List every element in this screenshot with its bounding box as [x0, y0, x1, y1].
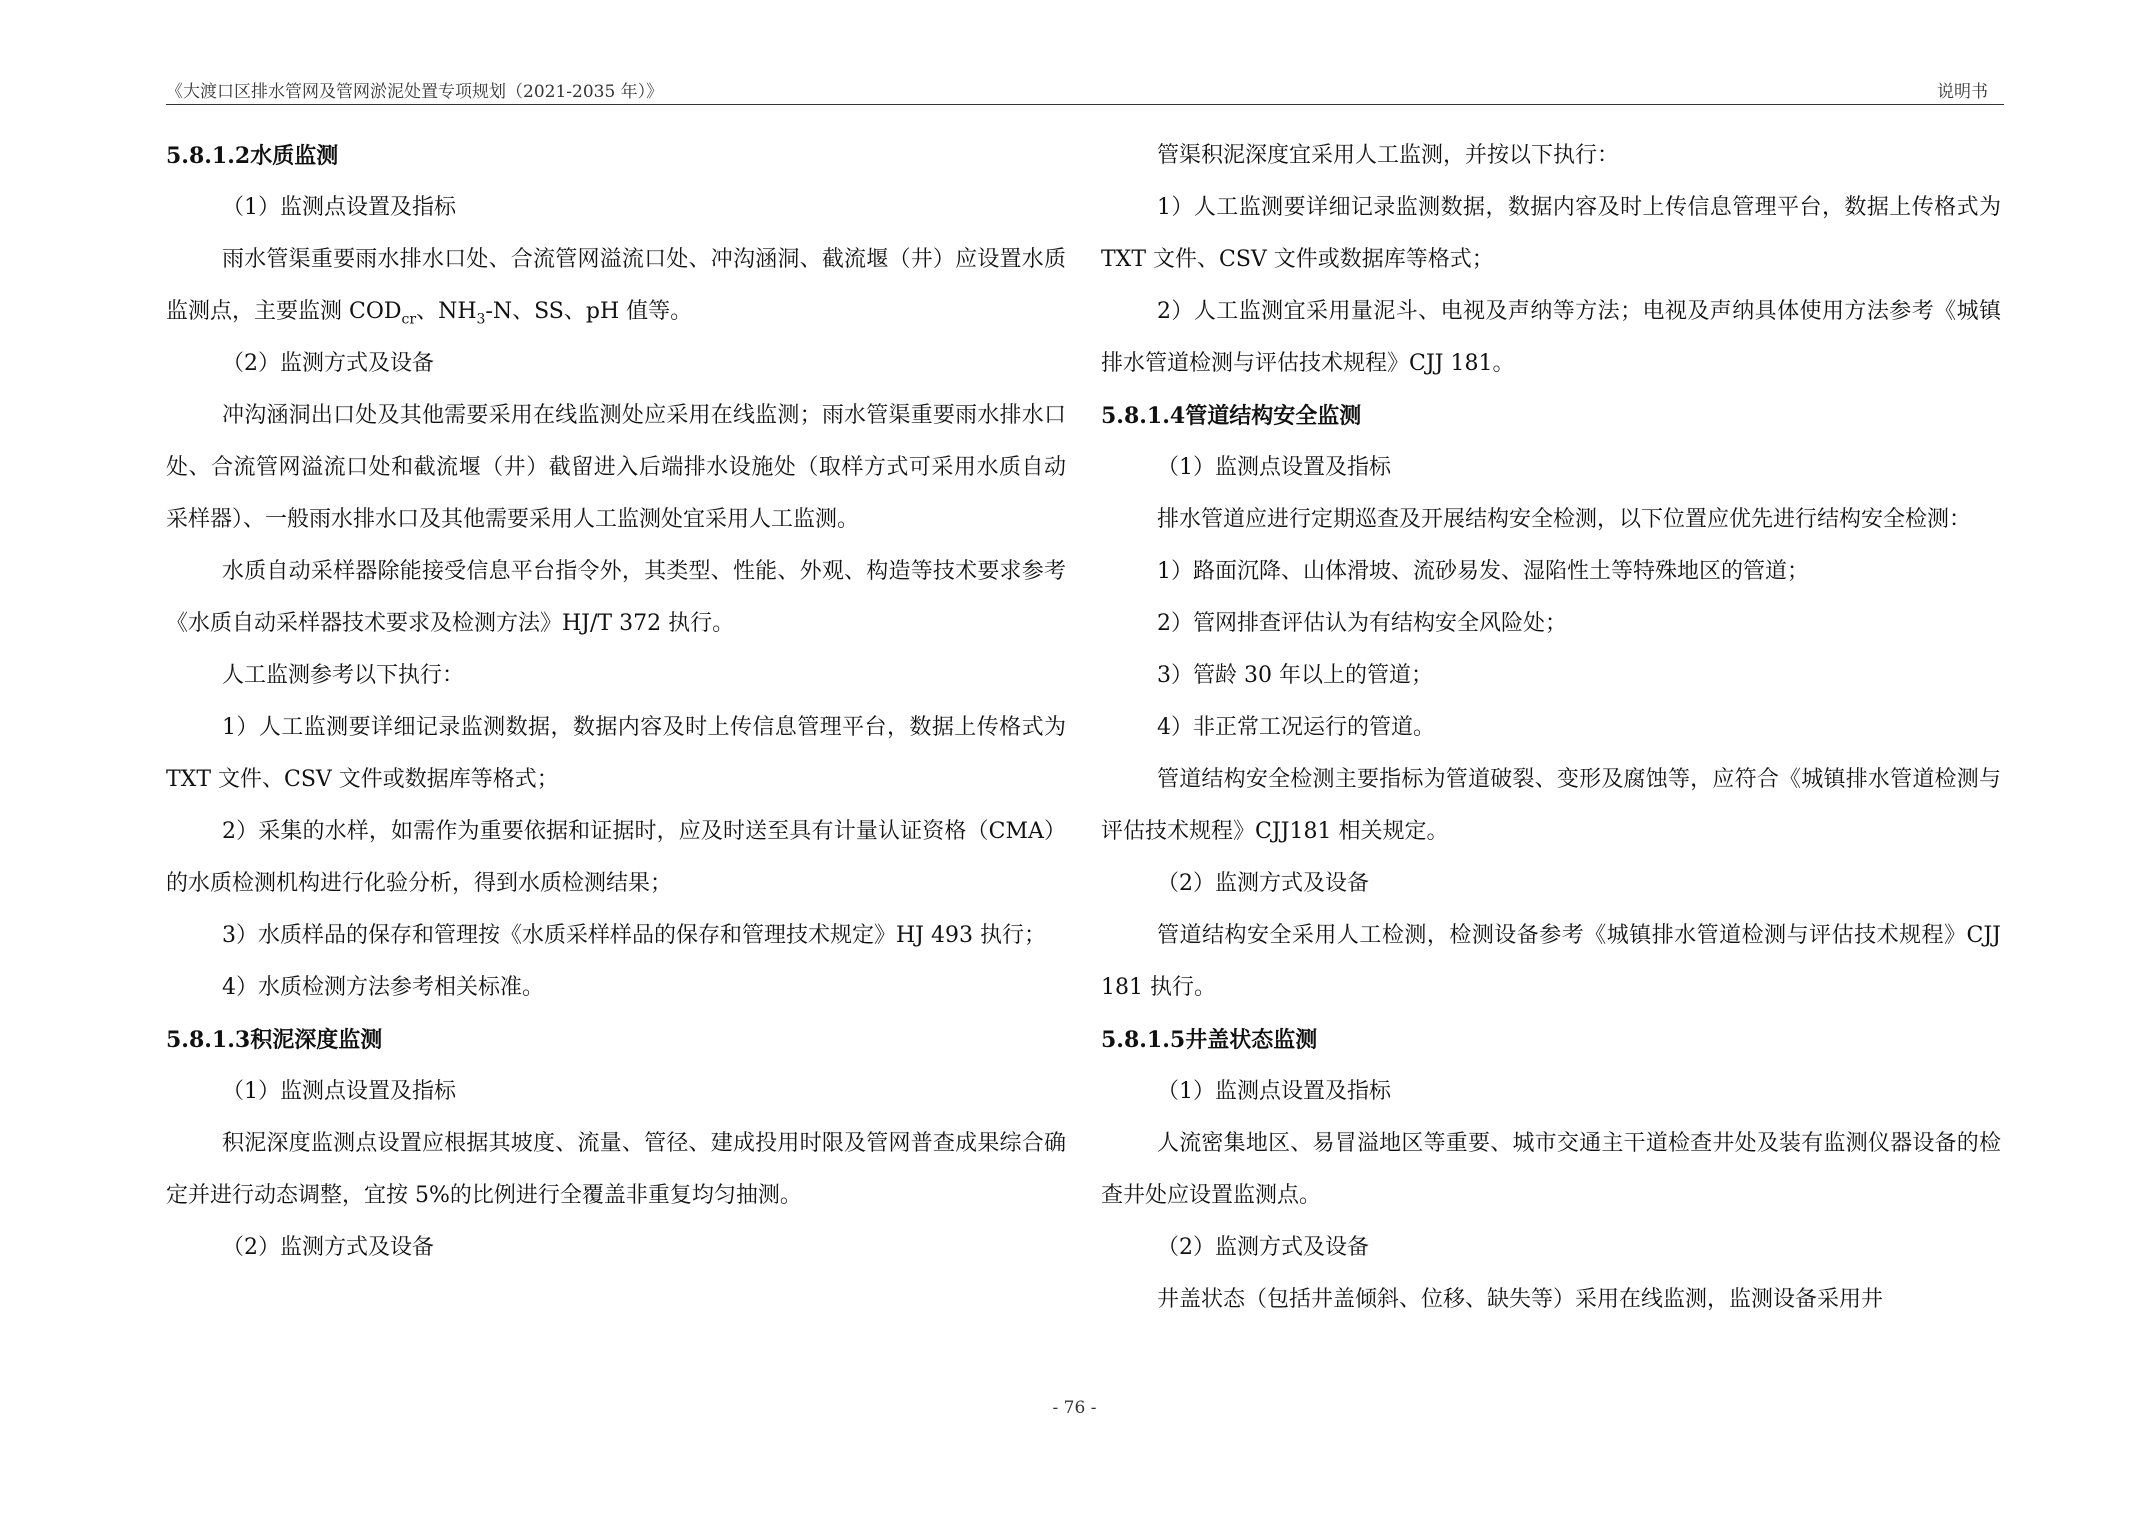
page-number: - 76 -	[1052, 1398, 1097, 1418]
header-rule	[166, 104, 2004, 105]
paragraph: 水质自动采样器除能接受信息平台指令外，其类型、性能、外观、构造等技术要求参考《水质自动采样器技术要求及检测方法》HJ/T 372 执行。	[166, 559, 1066, 636]
list-item: 4）水质检测方法参考相关标准。	[222, 975, 544, 1000]
subsection-label: （1）监测点设置及指标	[222, 195, 456, 220]
right-column	[1101, 130, 2001, 1326]
paragraph: 积泥深度监测点设置应根据其坡度、流量、管径、建成投用时限及管网普查成果综合确定并进行动态调整，宜按 5%的比例进行全覆盖非重复均匀抽测。	[166, 1131, 1066, 1208]
list-item: 2）管网排查评估认为有结构安全风险处；	[1157, 611, 1567, 636]
section-heading: 5.8.1.2水质监测	[166, 143, 339, 169]
page-header	[166, 75, 2004, 103]
list-item: 1）人工监测要详细记录监测数据，数据内容及时上传信息管理平台，数据上传格式为 TXT 文件、CSV 文件或数据库等格式；	[166, 715, 1066, 792]
paragraph: 井盖状态（包括井盖倾斜、位移、缺失等）采用在线监测，监测设备采用井	[1157, 1287, 1884, 1312]
subsection-label: （2）监测方式及设备	[1157, 1235, 1369, 1260]
subsection-label: （2）监测方式及设备	[222, 351, 434, 376]
subsection-label: （1）监测点设置及指标	[222, 1079, 456, 1104]
paragraph: 管道结构安全采用人工检测，检测设备参考《城镇排水管道检测与评估技术规程》CJJ 181 执行。	[1101, 923, 2001, 1000]
left-column	[166, 130, 1066, 1274]
paragraph: 人工监测参考以下执行：	[222, 663, 465, 688]
paragraph: 人流密集地区、易冒溢地区等重要、城市交通主干道检查井处及装有监测仪器设备的检查井处应设置监测点。	[1101, 1131, 2001, 1208]
section-heading: 5.8.1.5井盖状态监测	[1101, 1027, 1318, 1053]
subsection-label: （2）监测方式及设备	[222, 1235, 434, 1260]
document-title: 《大渡口区排水管网及管网淤泥处置专项规划（2021-2035 年）》	[166, 82, 664, 102]
list-item: 2）采集的水样，如需作为重要依据和证据时，应及时送至具有计量认证资格（CMA）的水质检测机构进行化验分析，得到水质检测结果；	[166, 819, 1066, 896]
list-item: 3）水质样品的保存和管理按《水质采样样品的保存和管理技术规定》HJ 493 执行；	[222, 923, 1046, 948]
list-item: 3）管龄 30 年以上的管道；	[1157, 663, 1433, 688]
document-type: 说明书	[1937, 82, 1988, 102]
paragraph: 排水管道应进行定期巡查及开展结构安全检测，以下位置应优先进行结构安全检测：	[1157, 507, 1972, 532]
section-heading: 5.8.1.3积泥深度监测	[166, 1027, 383, 1053]
subsection-label: （2）监测方式及设备	[1157, 871, 1369, 896]
paragraph: 冲沟涵洞出口处及其他需要采用在线监测处应采用在线监测；雨水管渠重要雨水排水口处、合流管网溢流口处和截流堰（井）截留进入后端排水设施处（取样方式可采用水质自动采样器）、一般雨水排水口及其他需要采用人工监测处宜采用人工监测。	[166, 403, 1066, 532]
list-item: 2）人工监测宜采用量泥斗、电视及声纳等方法；电视及声纳具体使用方法参考《城镇排水管道检测与评估技术规程》CJJ 181。	[1101, 299, 2001, 376]
list-item: 1）路面沉降、山体滑坡、流砂易发、湿陷性土等特殊地区的管道；	[1157, 559, 1809, 584]
list-item: 4）非正常工况运行的管道。	[1157, 715, 1435, 740]
paragraph: 雨水管渠重要雨水排水口处、合流管网溢流口处、冲沟涵洞、截流堰（井）应设置水质监测点，主要监测 $COD_{cr}$、$NH_3-N$、SS、pH 值等。	[166, 247, 1066, 328]
list-item: 1）人工监测要详细记录监测数据，数据内容及时上传信息管理平台，数据上传格式为 TXT 文件、CSV 文件或数据库等格式；	[1101, 195, 2001, 272]
subsection-label: （1）监测点设置及指标	[1157, 455, 1391, 480]
section-heading: 5.8.1.4管道结构安全监测	[1101, 403, 1362, 429]
paragraph: 管道结构安全检测主要指标为管道破裂、变形及腐蚀等，应符合《城镇排水管道检测与评估技术规程》CJJ181 相关规定。	[1101, 767, 2001, 844]
subsection-label: （1）监测点设置及指标	[1157, 1079, 1391, 1104]
paragraph: 管渠积泥深度宜采用人工监测，并按以下执行：	[1157, 143, 1620, 168]
